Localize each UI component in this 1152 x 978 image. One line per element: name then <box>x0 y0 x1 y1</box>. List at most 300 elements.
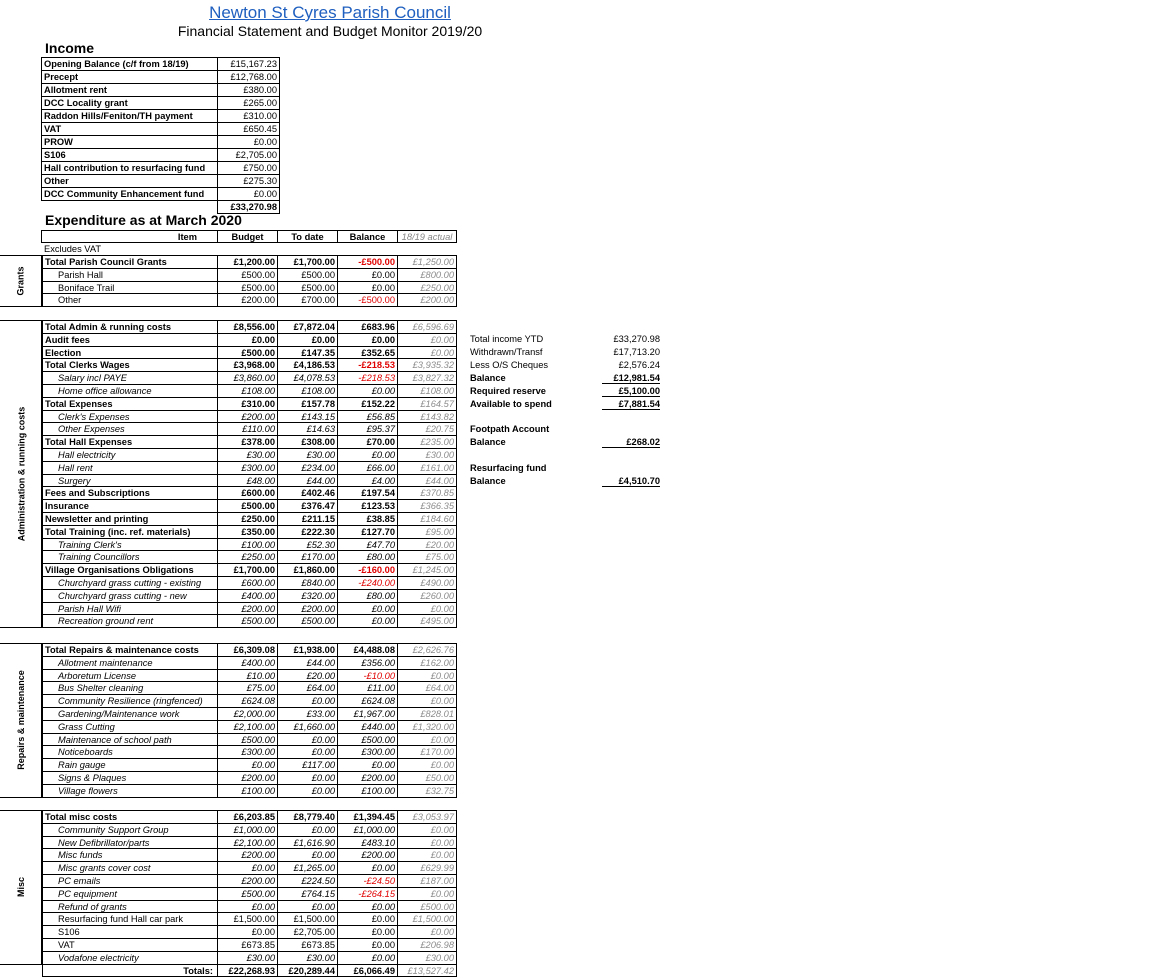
expense-row <box>42 475 457 488</box>
income-label: Precept <box>42 71 218 84</box>
expense-to-date: £30.00 <box>278 952 338 965</box>
expense-budget: £673.85 <box>218 939 278 952</box>
expense-balance: -£500.00 <box>338 294 398 307</box>
expense-balance: £1,967.00 <box>338 708 398 721</box>
expense-item: Total misc costs <box>42 811 218 824</box>
income-label: DCC Community Enhancement fund <box>42 188 218 201</box>
summary-label: Balance <box>470 437 506 448</box>
excludes-vat-note: Excludes VAT <box>44 244 102 254</box>
expense-prior-actual: £629.99 <box>398 862 457 875</box>
section-label-repairs-maintenance <box>0 643 42 798</box>
income-row <box>42 162 280 175</box>
expense-balance: £0.00 <box>338 952 398 965</box>
expense-budget: £100.00 <box>218 539 278 552</box>
expense-budget: £250.00 <box>218 551 278 564</box>
expense-to-date: £20.00 <box>278 670 338 683</box>
expense-prior-actual: £495.00 <box>398 615 457 628</box>
expense-item: Misc grants cover cost <box>42 862 218 875</box>
expense-balance: £0.00 <box>338 901 398 914</box>
expense-to-date: £402.46 <box>278 487 338 500</box>
expense-row <box>42 526 457 539</box>
income-label: S106 <box>42 149 218 162</box>
expense-item: Signs & Plaques <box>42 772 218 785</box>
expense-prior-actual: £75.00 <box>398 551 457 564</box>
expense-prior-actual: £187.00 <box>398 875 457 888</box>
expense-to-date: £117.00 <box>278 759 338 772</box>
expense-balance: £4,488.08 <box>338 644 398 657</box>
expense-prior-actual: £95.00 <box>398 526 457 539</box>
income-value: £0.00 <box>218 136 280 149</box>
expense-prior-actual: £0.00 <box>398 824 457 837</box>
summary-line <box>470 399 660 412</box>
expense-row <box>42 321 457 334</box>
expense-budget: £30.00 <box>218 449 278 462</box>
expense-to-date: £211.15 <box>278 513 338 526</box>
expense-to-date: £52.30 <box>278 539 338 552</box>
expense-to-date: £320.00 <box>278 590 338 603</box>
expense-to-date: £147.35 <box>278 347 338 360</box>
expense-budget: £500.00 <box>218 282 278 295</box>
expense-to-date: £4,186.53 <box>278 359 338 372</box>
expense-item: Gardening/Maintenance work <box>42 708 218 721</box>
expense-prior-actual: £164.57 <box>398 398 457 411</box>
income-label: Opening Balance (c/f from 18/19) <box>42 58 218 71</box>
expense-prior-actual: £3,053.97 <box>398 811 457 824</box>
expense-row <box>42 721 457 734</box>
column-item: Item <box>41 230 218 243</box>
income-label: VAT <box>42 123 218 136</box>
expense-balance: £197.54 <box>338 487 398 500</box>
expense-prior-actual: £0.00 <box>398 347 457 360</box>
income-row <box>42 149 280 162</box>
expense-row <box>42 811 457 824</box>
income-label: DCC Locality grant <box>42 97 218 110</box>
expense-item: Parish Hall Wifi <box>42 603 218 616</box>
totals-label: Totals: <box>42 965 218 978</box>
summary-label: Required reserve <box>470 385 546 396</box>
expense-row <box>42 359 457 372</box>
expense-budget: £10.00 <box>218 670 278 683</box>
expense-balance: £123.53 <box>338 500 398 513</box>
expense-balance: £0.00 <box>338 449 398 462</box>
expense-row <box>42 423 457 436</box>
expense-row <box>42 888 457 901</box>
expense-budget: £250.00 <box>218 513 278 526</box>
expense-budget: £0.00 <box>218 759 278 772</box>
expense-row <box>42 294 457 307</box>
expense-item: Total Training (inc. ref. materials) <box>42 526 218 539</box>
expense-budget: £350.00 <box>218 526 278 539</box>
income-row <box>42 175 280 188</box>
expense-prior-actual: £170.00 <box>398 746 457 759</box>
expense-row <box>42 901 457 914</box>
expense-to-date: £1,500.00 <box>278 913 338 926</box>
expense-item: Parish Hall <box>42 269 218 282</box>
expense-row <box>42 539 457 552</box>
expense-row <box>42 682 457 695</box>
expense-balance: -£240.00 <box>338 577 398 590</box>
expense-row <box>42 282 457 295</box>
expense-to-date: £30.00 <box>278 449 338 462</box>
expense-item: Community Support Group <box>42 824 218 837</box>
expense-to-date: £0.00 <box>278 746 338 759</box>
expense-balance: £0.00 <box>338 913 398 926</box>
summary-value: £33,270.98 <box>613 334 660 344</box>
totals-row <box>42 965 457 978</box>
expense-item: VAT <box>42 939 218 952</box>
section-label-administration-running-costs <box>0 320 42 628</box>
income-label: Other <box>42 175 218 188</box>
expense-balance: £0.00 <box>338 282 398 295</box>
summary-label: Footpath Account <box>470 424 550 435</box>
summary-line <box>470 373 660 386</box>
expense-budget: £500.00 <box>218 269 278 282</box>
income-value: £2,705.00 <box>218 149 280 162</box>
expense-budget: £75.00 <box>218 682 278 695</box>
summary-label: Balance <box>470 475 506 486</box>
expense-budget: £200.00 <box>218 875 278 888</box>
expense-row <box>42 644 457 657</box>
expense-item: Election <box>42 347 218 360</box>
expenditure-heading: Expenditure as at March 2020 <box>45 212 242 228</box>
income-value: £0.00 <box>218 188 280 201</box>
expense-budget: £1,000.00 <box>218 824 278 837</box>
totals-balance: £6,066.49 <box>338 965 398 978</box>
expense-row <box>42 513 457 526</box>
expense-row <box>42 952 457 965</box>
expense-prior-actual: £2,626.76 <box>398 644 457 657</box>
expense-budget: £8,556.00 <box>218 321 278 334</box>
expense-balance: £1,000.00 <box>338 824 398 837</box>
expense-budget: £200.00 <box>218 849 278 862</box>
expense-balance: £80.00 <box>338 551 398 564</box>
income-value: £750.00 <box>218 162 280 175</box>
expense-prior-actual: £200.00 <box>398 294 457 307</box>
expense-budget: £0.00 <box>218 334 278 347</box>
expense-to-date: £0.00 <box>278 901 338 914</box>
expense-to-date: £4,078.53 <box>278 372 338 385</box>
expense-prior-actual: £161.00 <box>398 462 457 475</box>
expense-to-date: £1,616.90 <box>278 837 338 850</box>
expense-to-date: £14.63 <box>278 423 338 436</box>
expense-balance: £56.85 <box>338 411 398 424</box>
expense-row <box>42 837 457 850</box>
expense-balance: £356.00 <box>338 657 398 670</box>
summary-value: £17,713.20 <box>613 346 660 357</box>
income-row <box>42 110 280 123</box>
expense-prior-actual: £143.82 <box>398 411 457 424</box>
expense-prior-actual: £0.00 <box>398 849 457 862</box>
expense-balance: -£264.15 <box>338 888 398 901</box>
expense-row <box>42 398 457 411</box>
expense-budget: £0.00 <box>218 862 278 875</box>
expense-balance: £483.10 <box>338 837 398 850</box>
expense-prior-actual: £32.75 <box>398 785 457 798</box>
expense-balance: £0.00 <box>338 759 398 772</box>
income-row <box>42 136 280 149</box>
expense-item: Rain gauge <box>42 759 218 772</box>
income-row <box>42 71 280 84</box>
expense-budget: £48.00 <box>218 475 278 488</box>
income-value: £15,167.23 <box>218 58 280 71</box>
expense-budget: £200.00 <box>218 772 278 785</box>
expense-budget: £200.00 <box>218 603 278 616</box>
income-row <box>42 188 280 201</box>
expense-to-date: £1,938.00 <box>278 644 338 657</box>
expense-to-date: £2,705.00 <box>278 926 338 939</box>
expense-budget: £378.00 <box>218 436 278 449</box>
expense-balance: £352.65 <box>338 347 398 360</box>
expense-budget: £108.00 <box>218 385 278 398</box>
expense-prior-actual: £0.00 <box>398 603 457 616</box>
income-row <box>42 97 280 110</box>
expense-item: PC equipment <box>42 888 218 901</box>
expense-to-date: £0.00 <box>278 824 338 837</box>
expense-balance: £500.00 <box>338 734 398 747</box>
expense-prior-actual: £1,500.00 <box>398 913 457 926</box>
summary-value: £268.02 <box>602 437 660 448</box>
expense-item: New Defibrillator/parts <box>42 837 218 850</box>
expense-prior-actual: £64.00 <box>398 682 457 695</box>
expense-to-date: £143.15 <box>278 411 338 424</box>
expense-row <box>42 256 457 269</box>
expense-row <box>42 913 457 926</box>
expense-row <box>42 746 457 759</box>
expense-to-date: £0.00 <box>278 734 338 747</box>
expense-row <box>42 615 457 628</box>
income-label: Allotment rent <box>42 84 218 97</box>
expense-budget: £2,000.00 <box>218 708 278 721</box>
expense-row <box>42 849 457 862</box>
expense-budget: £200.00 <box>218 411 278 424</box>
expense-budget: £1,200.00 <box>218 256 278 269</box>
expense-balance: £200.00 <box>338 772 398 785</box>
totals-budget: £22,268.93 <box>218 965 278 978</box>
expense-budget: £3,968.00 <box>218 359 278 372</box>
expense-to-date: £44.00 <box>278 475 338 488</box>
expense-item: Hall electricity <box>42 449 218 462</box>
expense-balance: £11.00 <box>338 682 398 695</box>
summary-line <box>470 347 660 360</box>
expense-row <box>42 372 457 385</box>
income-label: Hall contribution to resurfacing fund <box>42 162 218 175</box>
expense-row <box>42 577 457 590</box>
income-value: £650.45 <box>218 123 280 136</box>
expense-balance: -£500.00 <box>338 256 398 269</box>
totals-to-date: £20,289.44 <box>278 965 338 978</box>
expense-to-date: £157.78 <box>278 398 338 411</box>
expense-balance: -£218.53 <box>338 359 398 372</box>
expense-prior-actual: £0.00 <box>398 837 457 850</box>
expense-row <box>42 411 457 424</box>
expense-budget: £1,500.00 <box>218 913 278 926</box>
expense-budget: £200.00 <box>218 294 278 307</box>
expense-budget: £30.00 <box>218 952 278 965</box>
expense-row <box>42 462 457 475</box>
expense-to-date: £1,860.00 <box>278 564 338 577</box>
expense-balance: -£24.50 <box>338 875 398 888</box>
expense-prior-actual: £800.00 <box>398 269 457 282</box>
expense-item: Total Parish Council Grants <box>42 256 218 269</box>
section-label-misc <box>0 810 42 965</box>
expense-row <box>42 862 457 875</box>
expense-item: Salary incl PAYE <box>42 372 218 385</box>
expense-prior-actual: £206.98 <box>398 939 457 952</box>
expense-to-date: £200.00 <box>278 603 338 616</box>
income-value: £310.00 <box>218 110 280 123</box>
expense-prior-actual: £20.75 <box>398 423 457 436</box>
expense-balance: £0.00 <box>338 862 398 875</box>
expense-budget: £2,100.00 <box>218 721 278 734</box>
expense-prior-actual: £366.35 <box>398 500 457 513</box>
expense-prior-actual: £30.00 <box>398 449 457 462</box>
expense-to-date: £234.00 <box>278 462 338 475</box>
expense-prior-actual: £370.85 <box>398 487 457 500</box>
expense-item: Churchyard grass cutting - existing <box>42 577 218 590</box>
expense-prior-actual: £3,827.32 <box>398 372 457 385</box>
expense-budget: £300.00 <box>218 746 278 759</box>
expense-item: Village flowers <box>42 785 218 798</box>
expense-item: Maintenance of school path <box>42 734 218 747</box>
expense-budget: £6,309.08 <box>218 644 278 657</box>
expense-item: Training Clerk's <box>42 539 218 552</box>
expense-to-date: £170.00 <box>278 551 338 564</box>
expense-prior-actual: £0.00 <box>398 670 457 683</box>
summary-label: Withdrawn/Transf <box>470 346 543 357</box>
column-budget: Budget <box>218 230 278 243</box>
summary-line <box>470 411 660 424</box>
summary-value: £2,576.24 <box>618 359 660 370</box>
expense-prior-actual: £490.00 <box>398 577 457 590</box>
expense-budget: £600.00 <box>218 577 278 590</box>
expense-balance: £80.00 <box>338 590 398 603</box>
expense-prior-actual: £250.00 <box>398 282 457 295</box>
expenditure-column-header <box>41 230 457 243</box>
expense-budget: £0.00 <box>218 926 278 939</box>
expense-balance: £0.00 <box>338 926 398 939</box>
income-row <box>42 123 280 136</box>
expense-prior-actual: £20.00 <box>398 539 457 552</box>
income-heading: Income <box>45 40 95 56</box>
income-label: PROW <box>42 136 218 149</box>
expense-budget: £1,700.00 <box>218 564 278 577</box>
totals-prior-actual: £13,527.42 <box>398 965 457 978</box>
expense-row <box>42 939 457 952</box>
expense-budget: £300.00 <box>218 462 278 475</box>
expense-to-date: £700.00 <box>278 294 338 307</box>
expense-to-date: £500.00 <box>278 269 338 282</box>
expense-item: Total Hall Expenses <box>42 436 218 449</box>
summary-line <box>470 437 660 450</box>
expense-item: Surgery <box>42 475 218 488</box>
expense-item: Fees and Subscriptions <box>42 487 218 500</box>
expense-row <box>42 500 457 513</box>
expense-item: Insurance <box>42 500 218 513</box>
summary-line <box>470 424 660 437</box>
expense-to-date: £840.00 <box>278 577 338 590</box>
expense-prior-actual: £500.00 <box>398 901 457 914</box>
summary-label: Available to spend <box>470 398 552 409</box>
expense-to-date: £0.00 <box>278 695 338 708</box>
expense-to-date: £8,779.40 <box>278 811 338 824</box>
expense-balance: £300.00 <box>338 746 398 759</box>
expense-row <box>42 603 457 616</box>
income-value: £265.00 <box>218 97 280 110</box>
expense-balance: £47.70 <box>338 539 398 552</box>
expense-budget: £400.00 <box>218 590 278 603</box>
expense-prior-actual: £235.00 <box>398 436 457 449</box>
document-title[interactable]: Newton St Cyres Parish Council <box>209 3 451 22</box>
expense-budget: £500.00 <box>218 347 278 360</box>
expense-item: Vodafone electricity <box>42 952 218 965</box>
expense-item: Village Organisations Obligations <box>42 564 218 577</box>
expense-item: Noticeboards <box>42 746 218 759</box>
expense-to-date: £376.47 <box>278 500 338 513</box>
expense-row <box>42 436 457 449</box>
expense-to-date: £0.00 <box>278 849 338 862</box>
expense-to-date: £673.85 <box>278 939 338 952</box>
column-balance: Balance <box>338 230 398 243</box>
expense-item: Grass Cutting <box>42 721 218 734</box>
expense-item: Refund of grants <box>42 901 218 914</box>
expense-to-date: £1,265.00 <box>278 862 338 875</box>
expense-item: Newsletter and printing <box>42 513 218 526</box>
section-label-grants <box>0 255 42 307</box>
expense-budget: £500.00 <box>218 500 278 513</box>
expense-prior-actual: £0.00 <box>398 334 457 347</box>
expense-row <box>42 657 457 670</box>
expense-budget: £400.00 <box>218 657 278 670</box>
summary-value: £7,881.54 <box>602 399 660 410</box>
summary-line <box>470 386 660 399</box>
expense-budget: £500.00 <box>218 888 278 901</box>
expense-balance: £70.00 <box>338 436 398 449</box>
expense-budget: £600.00 <box>218 487 278 500</box>
summary-value: £4,510.70 <box>602 476 660 487</box>
expense-budget: £6,203.85 <box>218 811 278 824</box>
expense-row <box>42 670 457 683</box>
expense-to-date: £224.50 <box>278 875 338 888</box>
income-label: Raddon Hills/Feniton/TH payment <box>42 110 218 123</box>
section-label-text: Misc <box>15 877 26 898</box>
expense-prior-actual: £162.00 <box>398 657 457 670</box>
expense-budget: £3,860.00 <box>218 372 278 385</box>
expense-prior-actual: £0.00 <box>398 695 457 708</box>
expense-row <box>42 824 457 837</box>
expense-row <box>42 385 457 398</box>
expense-prior-actual: £0.00 <box>398 759 457 772</box>
expense-budget: £624.08 <box>218 695 278 708</box>
expense-row <box>42 759 457 772</box>
expense-budget: £2,100.00 <box>218 837 278 850</box>
income-total-value: £33,270.98 <box>218 201 280 214</box>
income-value: £380.00 <box>218 84 280 97</box>
expense-to-date: £7,872.04 <box>278 321 338 334</box>
expense-balance: -£10.00 <box>338 670 398 683</box>
expense-to-date: £1,660.00 <box>278 721 338 734</box>
column-prior-actual: 18/19 actual <box>398 230 457 243</box>
income-row <box>42 58 280 71</box>
expense-to-date: £44.00 <box>278 657 338 670</box>
section-label-text: Grants <box>15 266 26 296</box>
expense-row <box>42 772 457 785</box>
summary-label: Resurfacing fund <box>470 463 547 473</box>
expense-balance: £1,394.45 <box>338 811 398 824</box>
expense-prior-actual: £0.00 <box>398 734 457 747</box>
document-subtitle: Financial Statement and Budget Monitor 2019/20 <box>177 23 483 39</box>
expense-prior-actual: £3,935.32 <box>398 359 457 372</box>
expense-prior-actual: £184.60 <box>398 513 457 526</box>
